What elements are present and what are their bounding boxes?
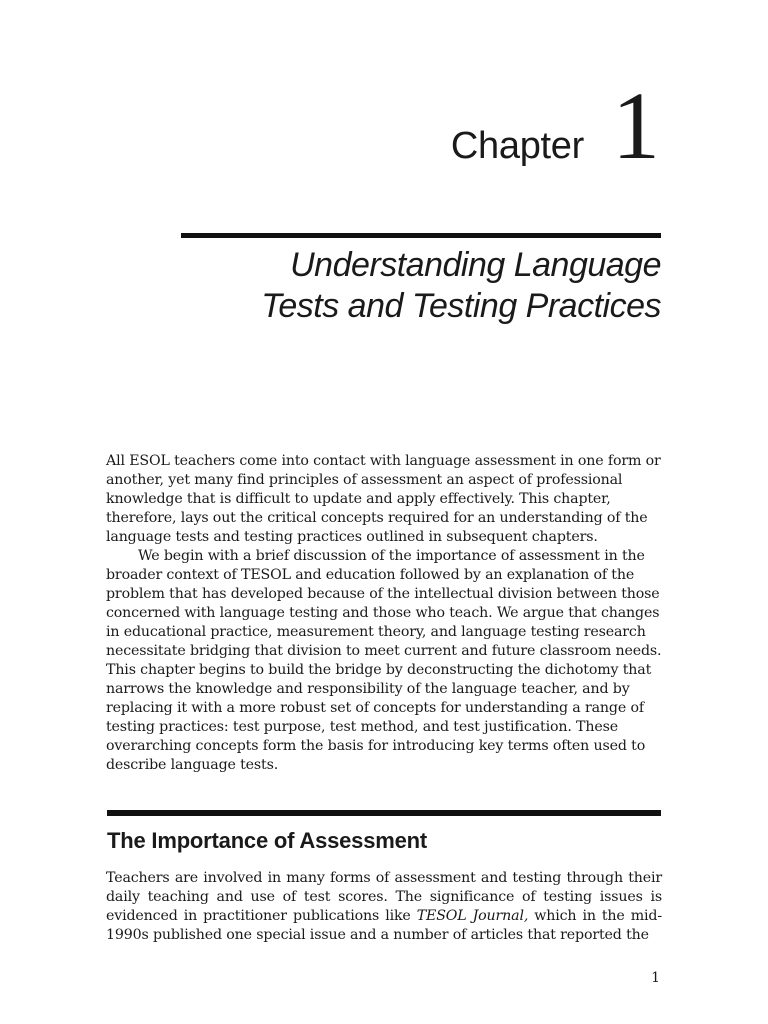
- section-text-after-italic: which in the mid-1990s published one special issue and a number of articles that reported the: [106, 908, 662, 943]
- chapter-header: [450, 72, 660, 179]
- page-number: 1: [651, 970, 660, 986]
- section-heading: The Importance of Assessment: [107, 828, 428, 853]
- section-text-before-italic: Teachers are involved in many forms of assessment and testing through their daily teaching and use of test scores. The significance of testing issues is evidenced in practitioner publications like: [106, 870, 662, 924]
- section-paragraph: [106, 869, 662, 945]
- chapter-label: Chapter: [450, 125, 584, 167]
- chapter-title-rule: [181, 233, 661, 238]
- intro-section: [106, 452, 662, 775]
- chapter-title-line-1: Understanding Language: [290, 246, 661, 284]
- journal-title: TESOL Journal,: [416, 908, 529, 924]
- chapter-title: [141, 245, 661, 327]
- chapter-title-line-2: Tests and Testing Practices: [261, 287, 661, 325]
- section-body: [106, 869, 662, 945]
- chapter-number: 1: [612, 72, 660, 179]
- intro-paragraph-1: All ESOL teachers come into contact with language assessment in one form or another, yet many find principles of assessment an aspect of professional knowledge that is difficult to update and apply effectively. This chapter, therefore, lays out the critical concepts required for an understanding of the language tests and testing practices outlined in subsequent chapters.: [106, 453, 661, 545]
- section-rule: [107, 810, 661, 816]
- intro-paragraph-2: We begin with a brief discussion of the importance of assessment in the broader context of TESOL and education followed by an explanation of the problem that has developed because of the intellectual division between those concerned with language testing and those who teach. We argue that changes in educational practice, measurement theory, and language testing research necessitate bridging that division to meet current and future classroom needs. This chapter begins to build the bridge by deconstructing the dichotomy that narrows the knowledge and responsibility of the language teacher, and by replacing it with a more robust set of concepts for understanding a range of testing practices: test purpose, test method, and test justification. These overarching concepts form the basis for introducing key terms often used to describe language tests.: [106, 548, 662, 773]
